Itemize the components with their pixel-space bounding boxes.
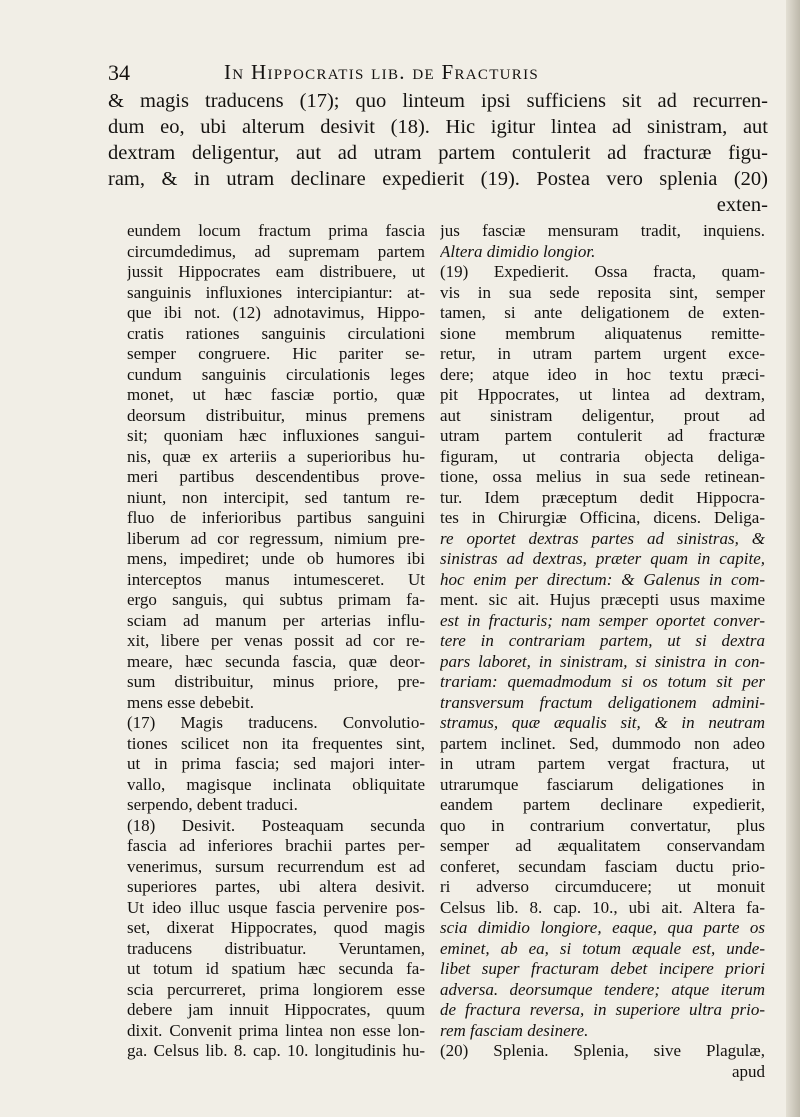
- text-line: tere in contrariam partem, ut si dextra: [440, 631, 765, 650]
- text-line: traducens distribuatur. Veruntamen,: [127, 938, 425, 958]
- text-line: jussit Hippocrates eam distribuere, ut: [127, 262, 425, 281]
- text-line: niunt, non intercipit, sed tantum re-: [127, 487, 425, 507]
- text-line: deorsum distribuitur, minus premens: [127, 405, 425, 425]
- text-line: set, dixerat Hippocrates, quod magis: [127, 918, 425, 937]
- text-line: dextram deligentur, aut ad utram partem contulerit ad fracturæ figu-: [108, 142, 768, 164]
- text-line: debere jam innuit Hippocrates, quum: [127, 1000, 425, 1019]
- text-line: cratis rationes sanguinis circulationi: [127, 323, 425, 343]
- text-line: partem inclinet. Sed, dummodo non adeo: [440, 733, 765, 753]
- text-line: ut in prima fascia; sed majori inter-: [127, 754, 425, 773]
- note-17-heading-line: (17) Magis traducens. Convolutio-: [127, 713, 425, 732]
- text-line: conferet, secundam fasciam ductu prio-: [440, 856, 765, 876]
- text-line: aut sinistram deligentur, prout ad: [440, 405, 765, 425]
- text-line: fluo de inferioribus partibus sanguini: [127, 508, 425, 527]
- text-line: in utram partem vergat fractura, ut: [440, 754, 765, 773]
- text-line: liberum ad cor regressum, nimium pre-: [127, 528, 425, 548]
- text-line: semper congruere. Hic pariter se-: [127, 344, 425, 363]
- text-line: utrarumque fasciarum deligationes in: [440, 774, 765, 794]
- text-line: sanguinis influxiones intercipiantur: at-: [127, 282, 425, 302]
- text-line: xit, libere per venas possit ad cor re-: [127, 631, 425, 650]
- text-line: que ibi not. (12) adnotavimus, Hippo-: [127, 303, 425, 322]
- page-number: 34: [108, 60, 130, 85]
- text-line: mens esse debebit.: [127, 692, 254, 712]
- text-line: mens, impediret; unde ob humores ibi: [127, 549, 425, 568]
- commentary-right-column: [440, 221, 765, 1082]
- text-line: hoc enim per directum: & Galenus in com-: [440, 569, 765, 589]
- text-line: exten-: [716, 194, 768, 216]
- text-line: figuram, ut contraria objecta deliga-: [440, 446, 765, 466]
- text-line: jus fasciæ mensuram tradit, inquiens.: [440, 221, 765, 240]
- text-line: tes in Chirurgiæ Officina, dicens. Deliga-: [440, 508, 765, 527]
- text-line: Ut ideo illuc usque fascia pervenire pos-: [127, 897, 425, 917]
- running-head: In Hippocratis lib. de Fracturis: [224, 60, 540, 84]
- text-line: tione, ossa melius in sua sede retinean-: [440, 467, 765, 486]
- text-line: serpendo, debent traduci.: [127, 795, 298, 814]
- text-line: Celsus lib. 8. cap. 10., ubi ait. Altera fa-: [440, 897, 765, 917]
- text-line: ergo sanguis, qui subtus primam fa-: [127, 590, 425, 609]
- text-line: dum eo, ubi alterum desivit (18). Hic igitur lintea ad sinistram, aut: [108, 116, 768, 138]
- text-line: ram, & in utram declinare expedierit (19). Postea vero splenia (20): [108, 168, 768, 190]
- text-line: ga. Celsus lib. 8. cap. 10. longitudinis hu-: [127, 1041, 425, 1060]
- text-line: libet super fracturam debet incipere priori: [440, 959, 765, 978]
- text-line: pars laboret, in sinistram, si sinistra in con-: [440, 651, 765, 671]
- text-line: cundum sanguinis circulationis leges: [127, 364, 425, 384]
- text-line: est in fracturis; nam semper oportet conver-: [440, 610, 765, 630]
- text-line: vis in sua sede reposita sint, semper: [440, 282, 765, 302]
- text-line: ri adverso circumducere; ut monuit: [440, 877, 765, 896]
- text-line: Altera dimidio longior.: [440, 241, 596, 261]
- text-line: utram partem contulerit ad fracturæ: [440, 426, 765, 445]
- note-19-heading-line: (19) Expedierit. Ossa fracta, quam-: [440, 262, 765, 281]
- text-line: pit Hppocrates, ut lintea ad dextram,: [440, 385, 765, 404]
- text-line: quo in contrarium convertatur, plus: [440, 815, 765, 835]
- page-header: [108, 60, 768, 88]
- text-line: adversa. deorsumque tendere; atque iterum: [440, 979, 765, 999]
- text-line: venerimus, sursum recurrendum est ad: [127, 856, 425, 876]
- text-line: eminet, ab ea, si totum æquale est, unde-: [440, 938, 765, 958]
- text-line: fascia ad inferiores brachii partes per-: [127, 836, 425, 855]
- text-line: tamen, si ante deligationem de exten-: [440, 303, 765, 322]
- text-line: meri partibus descendentibus prove-: [127, 467, 425, 486]
- text-line: monet, ut hæc fasciæ portio, quæ: [127, 385, 425, 404]
- main-text-block: [108, 88, 768, 218]
- text-line: eundem locum fractum prima fascia: [127, 221, 425, 240]
- text-line: re oportet dextras partes ad sinistras, &: [440, 528, 765, 548]
- catchword: apud: [731, 1061, 765, 1081]
- text-line: meare, hæc secunda fascia, quæ deor-: [127, 651, 425, 671]
- text-line: eandem partem declinare expedierit,: [440, 795, 765, 814]
- note-18-heading-line: (18) Desivit. Posteaquam secunda: [127, 815, 425, 835]
- text-line: circumdedimus, ad supremam partem: [127, 241, 425, 261]
- text-line: tur. Idem præceptum dedit Hippocra-: [440, 487, 765, 507]
- text-line: stramus, quæ æqualis sit, & in neutram: [440, 713, 765, 732]
- text-line: sione membrum aliquatenus remitte-: [440, 323, 765, 343]
- page-gutter-shadow: [786, 0, 800, 1117]
- text-line: retur, in utram partem urgent exce-: [440, 344, 765, 363]
- text-line: sciam ad manum per arterias influ-: [127, 610, 425, 630]
- text-line: transversum fractum deligationem admini-: [440, 692, 765, 712]
- commentary-left-column: [127, 221, 425, 1062]
- text-line: rem fasciam desinere.: [440, 1020, 589, 1040]
- text-line: sum distribuitur, minus priore, pre-: [127, 672, 425, 691]
- text-line: ment. sic ait. Hujus præcepti usus maxime: [440, 590, 765, 609]
- text-line: & magis traducens (17); quo linteum ipsi sufficiens sit ad recurren-: [108, 90, 768, 112]
- text-line: dixit. Convenit prima lintea non esse lon-: [127, 1020, 425, 1040]
- text-line: scia percurreret, prima longiorem esse: [127, 979, 425, 999]
- text-line: trariam: quemadmodum si os totum sit per: [440, 672, 765, 691]
- text-line: superiores partes, ubi altera desivit.: [127, 877, 425, 896]
- text-line: ut totum id spatium hæc secunda fa-: [127, 959, 425, 978]
- text-line: nis, quæ ex arteriis a superioribus hu-: [127, 446, 425, 466]
- text-line: sinistras ad dextras, præter quam in capite,: [440, 549, 765, 568]
- text-line: semper ad æqualitatem conservandam: [440, 836, 765, 855]
- text-line: vallo, magisque inclinata obliquitate: [127, 774, 425, 794]
- text-line: dere; atque ideo in hoc textu præci-: [440, 364, 765, 384]
- note-20-heading-line: (20) Splenia. Splenia, sive Plagulæ,: [440, 1041, 765, 1060]
- text-line: scia dimidio longiore, eaque, qua parte os: [440, 918, 765, 937]
- text-line: de fractura reversa, in superiore ultra prio-: [440, 1000, 765, 1019]
- text-line: sit; quoniam hæc influxiones sangui-: [127, 426, 425, 445]
- text-line: interceptos manus intumesceret. Ut: [127, 569, 425, 589]
- text-line: tiones scilicet non ita frequentes sint,: [127, 733, 425, 753]
